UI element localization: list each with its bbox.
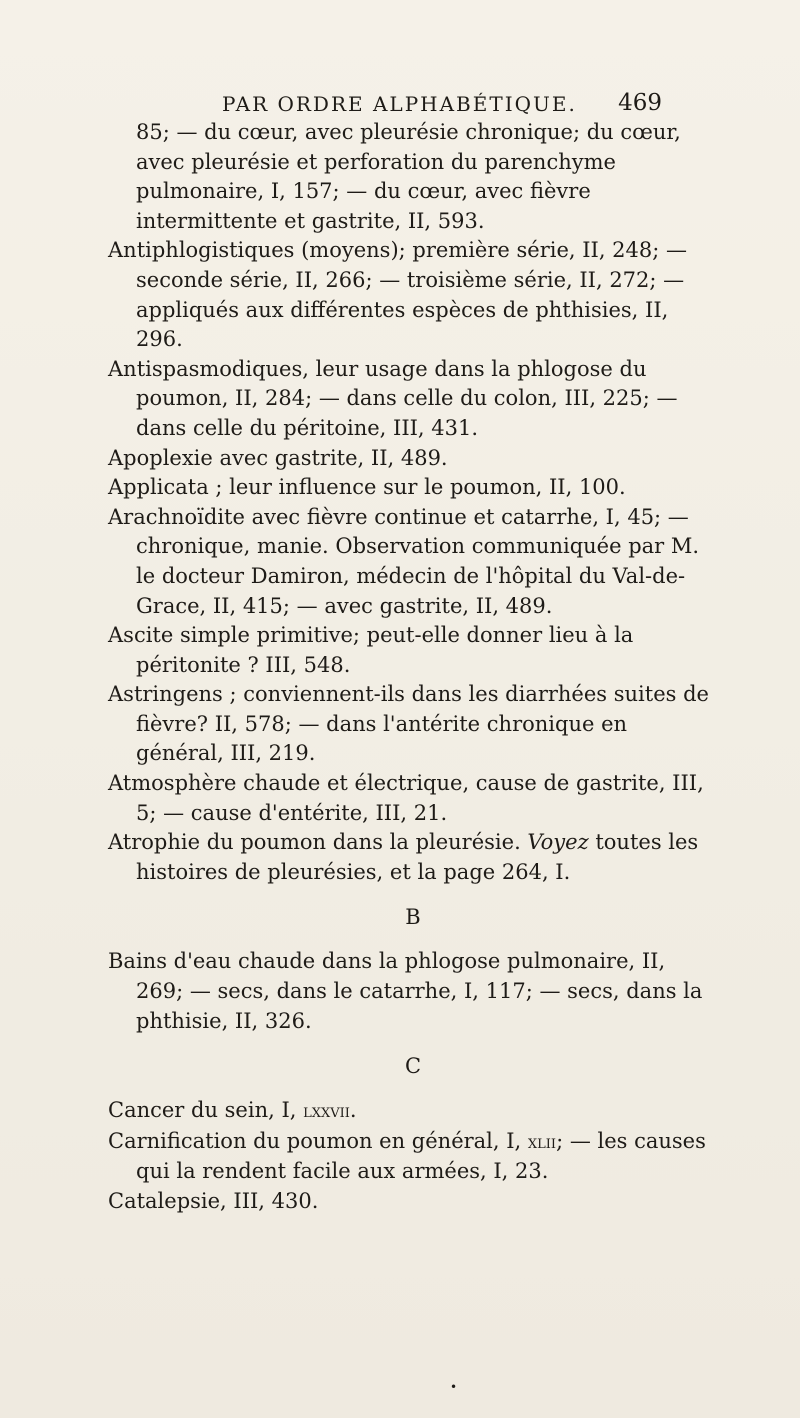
index-entry: Astringens ; conviennent-ils dans les diarrhées suites de fièvre? II, 578; — dans l'antérite chronique en général, III, 219. xyxy=(108,682,709,766)
index-entry: Antiphlogistiques (moyens); première série, II, 248; — seconde série, II, 266; — troisième série, II, 272; — appliqués aux différentes espèces de phthisies, II, 296. xyxy=(108,238,688,352)
index-body xyxy=(108,118,718,1217)
entry-text: Cancer du sein, I, xyxy=(108,1098,304,1123)
roman-numeral: xlii xyxy=(527,1131,557,1153)
footer-mark: • xyxy=(450,1380,458,1394)
entry-text: Carnification du poumon en général, I, xyxy=(108,1128,528,1153)
entry-text: . xyxy=(349,1098,357,1123)
roman-numeral: lxxvii xyxy=(303,1101,350,1123)
index-entry: Catalepsie, III, 430. xyxy=(108,1189,319,1213)
index-entry xyxy=(108,1096,718,1127)
index-entry xyxy=(108,1127,718,1187)
section-letter-b: B xyxy=(405,905,421,930)
index-entry: Atmosphère chaude et électrique, cause de gastrite, III, 5; — cause d'entérite, III, 21. xyxy=(108,771,704,825)
entry-text: ; — les causes qui la rendent facile aux armées, I, 23. xyxy=(136,1128,706,1184)
entry-text: Atrophie du poumon dans la pleurésie. xyxy=(108,830,528,855)
cross-reference: Voyez xyxy=(527,830,589,855)
section-letter-c: C xyxy=(404,1054,422,1079)
index-entry: 85; — du cœur, avec pleurésie chronique; du cœur, avec pleurésie et perforation du parenchyme pulmonaire, I, 157; — du cœur, avec fièvre intermittente et gastrite, II, 593. xyxy=(136,120,681,233)
index-entry: Arachnoïdite avec fièvre continue et catarrhe, I, 45; — chronique, manie. Observation communiquée par M. le docteur Damiron, médecin de l'hôpital du Val-de-Grace, II, 415; — avec gastrite, II, 489. xyxy=(108,504,700,618)
index-entry xyxy=(108,828,718,887)
entry-text: toutes les histoires de pleurésies, et la page 264, I. xyxy=(136,830,699,884)
index-entry: Antispasmodiques, leur usage dans la phlogose du poumon, II, 284; — dans celle du colon, III, 225; — dans celle du péritoine, III, 431. xyxy=(108,356,678,440)
index-entry: Applicata ; leur influence sur le poumon, II, 100. xyxy=(108,475,626,500)
running-title: PAR ORDRE ALPHABÉTIQUE. xyxy=(222,92,577,116)
index-entry: Bains d'eau chaude dans la phlogose pulmonaire, II, 269; — secs, dans le catarrhe, I, 117; — secs, dans la phthisie, II, 326. xyxy=(108,949,703,1033)
page-number: 469 xyxy=(618,90,662,116)
index-entry: Ascite simple primitive; peut-elle donner lieu à la péritonite ? III, 548. xyxy=(108,623,634,677)
index-entry: Apoplexie avec gastrite, II, 489. xyxy=(108,445,448,470)
